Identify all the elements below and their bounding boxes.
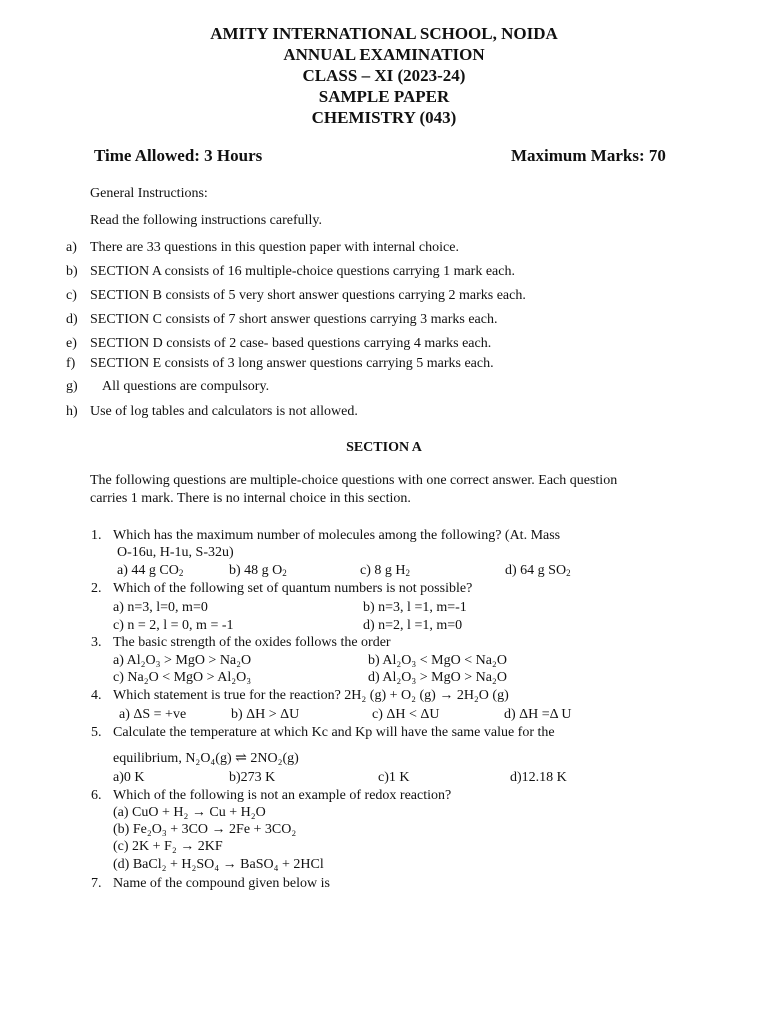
question-text: The basic strength of the oxides follows the order xyxy=(113,635,391,650)
option-b: b) Al₂O₃ < MgO < Na₂O xyxy=(368,653,507,668)
question-number: 4. xyxy=(91,688,102,703)
instruction-item: Use of log tables and calculators is not allowed. xyxy=(90,404,358,419)
option-d: d) 64 g $SO_2$ xyxy=(505,563,571,578)
list-marker: e) xyxy=(66,336,77,351)
list-marker: h) xyxy=(66,404,78,419)
list-marker: a) xyxy=(66,240,77,255)
question-number: 3. xyxy=(91,635,102,650)
question-text: Which of the following is not an example of redox reaction? xyxy=(113,788,452,803)
instruction-item: All questions are compulsory. xyxy=(102,379,270,394)
option-b: b)273 K xyxy=(229,770,276,785)
instructions-intro: Read the following instructions carefully. xyxy=(90,213,322,228)
option-c: c) ΔH < ΔU xyxy=(372,707,440,722)
question-text: Calculate the temperature at which Kc and Kp will have the same value for the xyxy=(113,725,555,740)
option-c: c)1 K xyxy=(378,770,410,785)
time-allowed: Time Allowed: 3 Hours xyxy=(94,146,263,165)
instructions-title: General Instructions: xyxy=(90,186,208,201)
question-text: Which of the following set of quantum numbers is not possible? xyxy=(113,581,473,596)
option-a: a) ΔS = +ve xyxy=(119,707,187,722)
question-text: Name of the compound given below is xyxy=(113,876,330,891)
section-a-intro-line1: The following questions are multiple-choice questions with one correct answer. Each question xyxy=(90,473,618,488)
question-text-cont: O-16u, H-1u, S-32u) xyxy=(117,545,234,560)
option-c: c) 8 g $H_2$ xyxy=(360,563,410,578)
question-number: 1. xyxy=(91,528,102,543)
question-text-cont: equilibrium, N₂O₄(g) ⇌ 2NO₂(g) xyxy=(113,751,299,766)
option-c: c) Na₂O < MgO > Al₂O₃ xyxy=(113,670,252,685)
question-number: 7. xyxy=(91,876,102,891)
question-number: 6. xyxy=(91,788,102,803)
option-a: a) Al₂O₃ > MgO > Na₂O xyxy=(113,653,252,668)
subject-name: CHEMISTRY (043) xyxy=(311,108,457,127)
instruction-item: There are 33 questions in this question paper with internal choice. xyxy=(90,240,459,255)
question-text: Which has the maximum number of molecules among the following? (At. Mass xyxy=(113,528,561,543)
option-b: b) ΔH > ΔU xyxy=(231,707,300,722)
option-a: a) n=3, l=0, m=0 xyxy=(113,600,208,615)
list-marker: f) xyxy=(66,356,76,371)
option-a: (a) CuO + H₂ → Cu + H₂O xyxy=(113,805,266,820)
option-d: d) n=2, l =1, m=0 xyxy=(363,618,463,633)
list-marker: d) xyxy=(66,312,78,327)
exam-name: ANNUAL EXAMINATION xyxy=(283,45,485,64)
option-b: (b) Fe₂O₃ + 3CO → 2Fe + 3CO₂ xyxy=(113,822,297,837)
option-c: c) n = 2, l = 0, m = -1 xyxy=(113,618,234,633)
list-marker: b) xyxy=(66,264,78,279)
section-a-intro-line2: carries 1 mark. There is no internal choice in this section. xyxy=(90,491,411,506)
option-d: d) Al₂O₃ > MgO > Na₂O xyxy=(368,670,507,685)
list-marker: c) xyxy=(66,288,77,303)
instruction-item: SECTION C consists of 7 short answer questions carrying 3 marks each. xyxy=(90,312,498,327)
instruction-item: SECTION A consists of 16 multiple-choice questions carrying 1 mark each. xyxy=(90,264,515,279)
section-a-title: SECTION A xyxy=(346,440,422,455)
instruction-item: SECTION E consists of 3 long answer questions carrying 5 marks each. xyxy=(90,356,494,371)
option-c: (c) 2K + F₂ → 2KF xyxy=(113,839,223,854)
option-d: d)12.18 K xyxy=(510,770,567,785)
option-d: d) ΔH =Δ U xyxy=(504,707,572,722)
instruction-item: SECTION D consists of 2 case- based questions carrying 4 marks each. xyxy=(90,336,492,351)
question-number: 5. xyxy=(91,725,102,740)
instruction-item: SECTION B consists of 5 very short answer questions carrying 2 marks each. xyxy=(90,288,526,303)
school-name: AMITY INTERNATIONAL SCHOOL, NOIDA xyxy=(210,24,558,43)
paper-type: SAMPLE PAPER xyxy=(318,87,450,106)
list-marker: g) xyxy=(66,379,78,394)
option-a: a)0 K xyxy=(113,770,145,785)
maximum-marks: Maximum Marks: 70 xyxy=(511,146,666,165)
option-b: b) 48 g $O_2$ xyxy=(229,563,287,578)
option-b: b) n=3, l =1, m=-1 xyxy=(363,600,467,615)
option-a: a) 44 g $CO_2$ xyxy=(117,563,184,578)
class-label: CLASS – XI (2023-24) xyxy=(302,66,466,85)
question-text: Which statement is true for the reaction? 2H₂ (g) + O₂ (g) → 2H₂O (g) xyxy=(113,688,509,703)
option-d: (d) BaCl₂ + H₂SO₄ → BaSO₄ + 2HCl xyxy=(113,857,324,872)
question-number: 2. xyxy=(91,581,102,596)
